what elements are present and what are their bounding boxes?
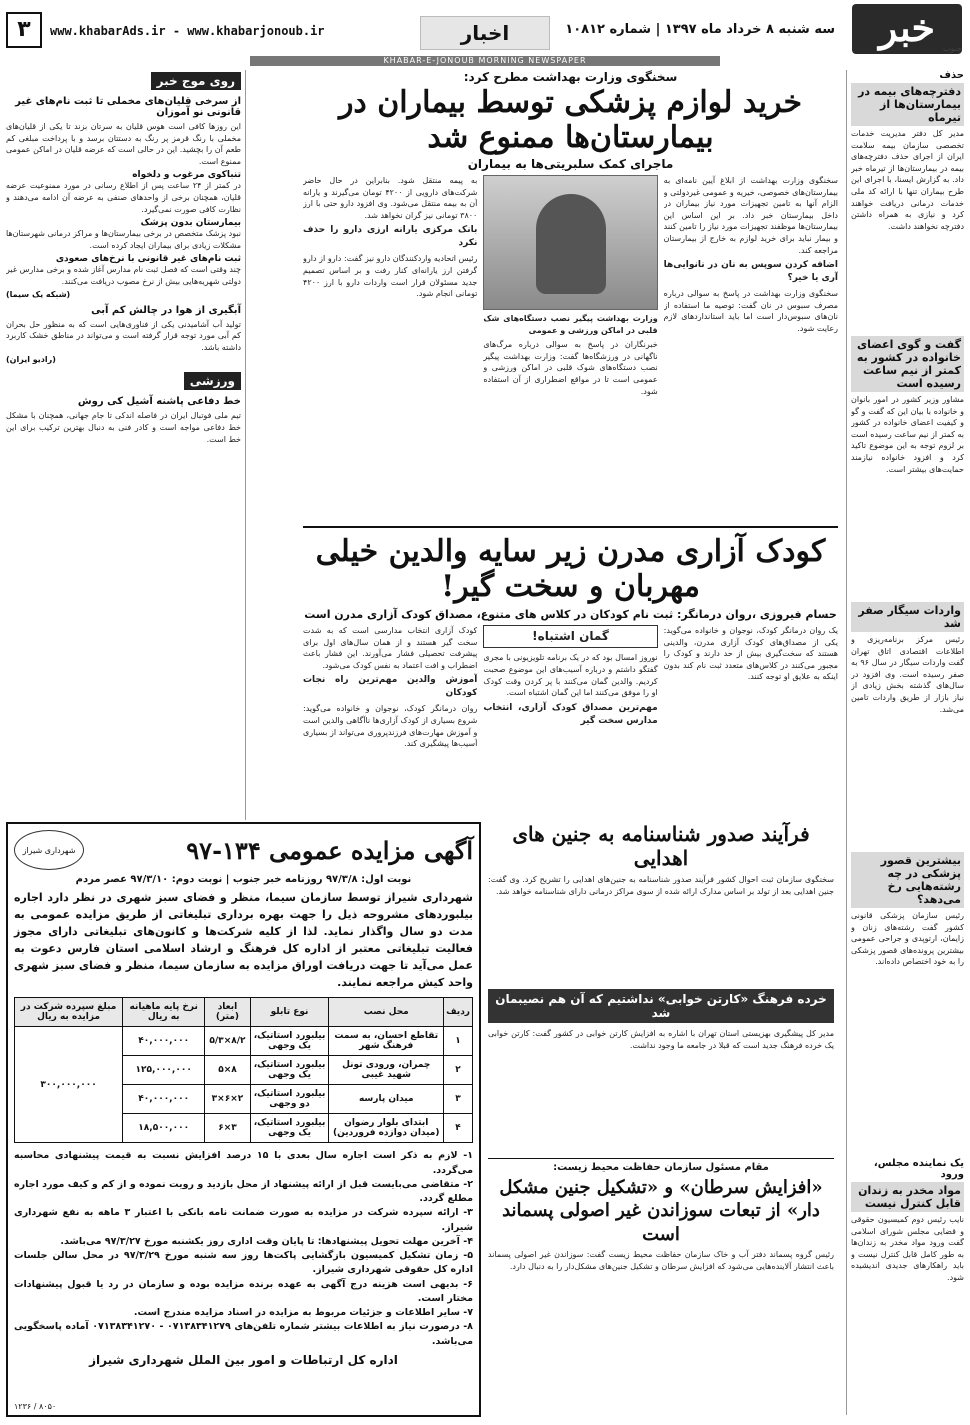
sidebar-story: [851, 852, 964, 1150]
column-header: ردیف: [444, 998, 473, 1027]
table-cell: بیلبورد استاتیک، یک وجهی: [250, 1056, 329, 1085]
divider: [303, 526, 838, 528]
table-cell: ۴۰,۰۰۰,۰۰۰: [123, 1085, 205, 1114]
story-kicker: یک نماینده مجلس، ورود: [873, 1158, 964, 1180]
story-paragraph: کودک آزاری انتخاب مدارسی است که به شدت سخت گیر هستند و از همان سال‌های اول برای پیشرفت تحصیلی فشار می‌آورند. این فشار باعث اضطراب و افت اعتماد به نفس کودک می‌شود.: [303, 626, 478, 670]
story-title: خط دفاعی پاشنه آشیل کی روش: [77, 396, 241, 408]
ad-intro: شهرداری شیراز توسط سازمان سیما، منظر و فضای سبز شهری در نظر دارد اجاره بیلبوردهای مشروحه ذیل را جهت بهره برداری تبلیغاتی از طریق مزایده عمومی به مدت دو سال واگذار نماید. لذا از کلیه شرکت‌ها و کانون‌های تبلیغاتی دارای مجوز فعالیت تبلیغاتی معتبر از اداره کل فرهنگ و ارشاد اسلامی استان فارس دعوت به عمل می‌آید تا جهت دریافت اوراق مزایده به سازمان سیما، منظر و فضای سبز شهری واحد کیش مراجعه نمایند.: [14, 891, 473, 990]
sidebar-story: [851, 336, 964, 594]
story-columns: [488, 1028, 834, 1158]
column-header: مبلغ سپرده شرکت در مزایده به ریال: [15, 998, 123, 1027]
bottom-stories: [488, 822, 834, 1417]
story-column: مدیر کل پیشگیری بهزیستی استان تهران با اشاره به افزایش کارتن خوابی در کشور گفت: کارتن خوابی یک خرده فرهنگ جدید است که قبلا در جامعه ما وجود نداشت.: [488, 1029, 834, 1050]
english-banner: KHABAR-E-JONOUB MORNING NEWSPAPER: [250, 56, 720, 66]
story-subheading: ثبت نام‌های غیر قانونی با نرخ‌های صعودی: [55, 254, 241, 265]
story-paragraph: روان درمانگر کودک، نوجوان و خانواده می‌گوید: شروع بسیاری از کودک آزاری‌ها ناآگاهی والدین است و آموزش مهارت‌های فرزندپروری می‌تواند از بسیاری آسیب‌ها پیشگیری کند.: [303, 704, 478, 749]
story-title: گفت و گوی اعضای خانواده در کشور به کمتر از نیم ساعت رسیده است: [851, 336, 964, 392]
table-cell: ۸/۲×۵/۳: [205, 1027, 250, 1056]
ad-title: آگهی مزایده عمومی ۱۳۴-۹۷: [186, 835, 473, 865]
condition-item: ۴- آخرین مهلت تحویل پیشنهادها: تا پایان وقت اداری روز یکشنبه مورخ ۹۷/۳/۲۷ می‌باشد.: [60, 1235, 473, 1247]
story-columns: [488, 1249, 834, 1389]
story1-kicker: سخنگوی وزارت بهداشت مطرح کرد:: [463, 70, 678, 84]
story2-byline: حسام فیروزی ،روان درمانگر: ثبت نام کودکان در کلاس های متنوع، مصداق کودک آزاری مدرن است: [304, 608, 837, 621]
story-paragraph: رئیس اتحادیه واردکنندگان دارو نیز گفت: دارو از دارو گرفتن ارز یارانه‌ای کنار رفت و بر اساس تصمیم جدید مسئولان قرار است واردات دارو با ارز ۴۲۰۰ تومانی انجام شود.: [303, 254, 478, 299]
boxed-title: گمان اشتباه!: [483, 625, 657, 648]
section-header: ورزشی: [184, 372, 241, 390]
ad-footer: اداره کل ارتباطات و امور بین الملل شهرداری شیراز: [89, 1352, 398, 1367]
table-cell: بیلبورد استاتیک، دو وجهی: [250, 1085, 329, 1114]
story-title: از سرخی قلیان‌های مخملی تا ثبت نام‌های غیر قانونی نو آموزان: [15, 96, 241, 118]
story-title: دفترچه‌های بیمه در بیمارستان‌ها از تیرماه: [851, 83, 964, 126]
table-cell: تقاطع احسان، به سمت فرهنگ شهر: [329, 1027, 444, 1056]
story-subheading: مهم‌ترین مصداق کودک آزاری، انتخاب مدارس سخت گیر: [483, 702, 658, 726]
condition-item: ۵- زمان تشکیل کمیسیون بازگشایی پاکت‌ها روز سه شنبه مورخ ۹۷/۳/۲۹ در محل سالن جلسات اداره کل حقوقی شهرداری شیراز.: [14, 1250, 473, 1276]
story-paragraph: در کمتر از ۲۴ ساعت پس از اطلاع رسانی در مورد ممنوعیت عرضه قلیان، همچنان برخی از واحدهای صنفی به عرضه آن ادامه می‌دهند و نظارت کافی صورت نمی‌گیرد.: [6, 181, 241, 214]
section-header: روی موج خبر: [151, 72, 241, 90]
source-credit: (رادیو ایران): [6, 355, 56, 365]
story-body: نایب رئیس دوم کمیسیون حقوقی و قضایی مجلس شورای اسلامی گفت ورود مواد مخدر به زندان‌ها به طور کامل قابل کنترل نیست و باید راهکارهای جدیدی اندیشیده شود.: [851, 1215, 964, 1282]
sidebar-story: [851, 70, 964, 328]
table-cell: چمران، ورودی تونل شهید غیبی: [329, 1056, 444, 1085]
ad-dates: نوبت اول: ۹۷/۳/۸ روزنامه خبر جنوب | نوبت دوم: ۹۷/۳/۱۰ عصر مردم: [75, 874, 412, 885]
story-title: واردات سیگار صفر شد: [851, 602, 964, 632]
sidebar-story: [851, 602, 964, 844]
ad-code: ۱۲۳۶ / ۸۰۵۰: [14, 1402, 57, 1411]
story-paragraph: چند وقتی است که فصل ثبت نام مدارس آغاز شده و برخی مدارس غیر دولتی شهریه‌هایی بیش از نرخ مصوب دریافت می‌کنند.: [6, 265, 241, 286]
story-body: رئیس مرکز برنامه‌ریزی و اطلاعات اقتصادی اتاق تهران گفت واردات سیگار در سال ۹۶ به صفر رسیده است. وی افزود در سال‌های گذشته بخش زیادی از نیاز بازار از طریق واردات تامین می‌شد.: [851, 635, 964, 714]
story-title: مواد مخدر به زندان قابل کنترل نیست: [851, 1182, 964, 1212]
table-cell: ۳×۶: [205, 1114, 250, 1143]
story-headline: «افزایش سرطان» و «تشکیل جنین مشکل دار» از تبعات سوزاندن غیر اصولی پسماند است: [499, 1177, 823, 1245]
table-cell: میدان پارسه: [329, 1085, 444, 1114]
table-cell: بیلبورد استاتیک، یک وجهی: [250, 1114, 329, 1143]
auction-advertisement: [6, 822, 481, 1417]
story-paragraph: نبود پزشک متخصص در برخی بیمارستان‌ها و مراکز درمانی شهرستان‌ها مشکلات زیادی برای بیماران ایجاد کرده است.: [6, 229, 241, 250]
person-silhouette-icon: [536, 194, 606, 294]
column-header: نرخ پایه ماهیانه به ریال: [123, 998, 205, 1027]
story-paragraph: خبرنگاران در پاسخ به سوالی درباره مرگ‌های ناگهانی در ورزشگاه‌ها گفت: وزارت بهداشت پیگیر نصب دستگاه‌های شوک قلبی در اماکن ورزشی و عمومی است تا در مواقع اضطراری از آن استفاده شود.: [483, 340, 658, 396]
masthead: [0, 0, 970, 65]
sidebar-story: [851, 1158, 964, 1364]
story1-column: [483, 175, 657, 520]
table-cell: بیلبورد استاتیک، یک وجهی: [250, 1027, 329, 1056]
column-header: ابعاد (متر): [205, 998, 250, 1027]
story-paragraph: به پیمه منتقل شود. بنابراین در حال حاضر شرکت‌های دارویی از ۴۲۰۰ تومان می‌گیرند و یارانه آن به بیمه منتقل می‌شود. وی افزود دارو حتی با ارز ۳۸۰۰ تومانی نیز گران نخواهد شد.: [303, 176, 478, 220]
page-number: ۳: [6, 12, 42, 48]
date-issue: سه شنبه ۸ خرداد ماه ۱۳۹۷ | شماره ۱۰۸۱۲: [565, 22, 835, 37]
story-subheading: آموزش والدین مهم‌ترین راه نجات کودکان: [303, 675, 478, 699]
story-body: مدیر کل دفتر مدیریت خدمات تخصصی سازمان بیمه سلامت ایران از اجرای حذف دفترچه‌های بیمه در بیمارستان‌ها از تیرماه خبر داد. به گزارش ایسنا، با اجرای این طرح بیماران تنها با ارائه کد ملی خدمات درمانی دریافت خواهند کرد و نیازی به همراه داشتن دفترچه نخواهند داشت.: [851, 129, 964, 231]
story-column: سخنگوی سازمان ثبت احوال کشور فرآیند صدور شناسنامه به جنین‌های اهدایی را تشریح کرد. وی گفت: جنین اهدایی بعد از تولد بر اساس مدارک ارائه شده از سوی مراکز درمانی دارای شناسنامه خواهد شد.: [488, 875, 834, 896]
table-cell: ۱۲۵,۰۰۰,۰۰۰: [123, 1056, 205, 1085]
story1-column: [664, 175, 838, 520]
logo-subtitle: جنوب: [942, 44, 962, 53]
table-cell: ابتدای بلوار رضوان (میدان دوازده فروردین): [329, 1114, 444, 1143]
column-header: محل نصب: [329, 998, 444, 1027]
story-subheading: بانک مرکزی یارانه ارزی دارو را حذف نکرد: [303, 225, 478, 249]
ad-table: [14, 997, 473, 1143]
table-cell: ۴۰,۰۰۰,۰۰۰: [123, 1027, 205, 1056]
right-sidebar: [846, 70, 964, 1415]
column-header: نوع تابلو: [250, 998, 329, 1027]
table-row: [15, 1027, 473, 1056]
story-body: مشاور وزیر کشور در امور بانوان و خانواده با بیان این که گفت و گو و کیفیت اعضای خانواده در کشور به کمتر از نیم ساعت رسیده است بر لزوم توجه به این موضوع تاکید کرد و افزود خانواده نیازمند حمایت‌های بیشتر است.: [851, 395, 964, 474]
story-headline: فرآیند صدور شناسنامه به جنین های اهدایی: [512, 822, 810, 870]
table-cell: ۲×۶×۳: [205, 1085, 250, 1114]
condition-item: ۲- متقاضی می‌بایست قبل از ارائه پیشنهاد از محل بازدید و رویت نموده و از کم و کیف مورد اجاره مطلع گردد.: [14, 1178, 473, 1205]
story-kicker: مقام مسئول سازمان حفاظت محیط زیست:: [488, 1158, 834, 1173]
story1-column: [303, 175, 477, 520]
story1-headline: خرید لوازم پزشکی توسط بیماران در بیمارستان‌ها ممنوع شد: [338, 85, 803, 155]
story-columns: [488, 874, 834, 984]
story-subheading: اضافه کردن سوپس به نان در نانوایی‌ها آری یا خیر؟: [663, 260, 838, 284]
photo-caption: وزارت بهداشت پیگیر نصب دستگاه‌های شک قلبی در اماکن ورزشی و عمومی: [483, 314, 658, 335]
story-title: آبگیری از هوا در چالش کم آبی: [91, 304, 241, 316]
story-body: رئیس سازمان پزشکی قانونی کشور گفت رشته‌های زنان و زایمان، ارتوپدی و جراحی عمومی بیشترین پرونده‌های قصور پزشکی را به خود اختصاص داده‌اند.: [851, 911, 964, 967]
municipality-emblem-icon: شهرداری شیراز: [14, 830, 84, 870]
story2-headline: کودک آزاری مدرن زیر سایه والدین خیلی مهربان و سخت گیر!: [315, 534, 826, 604]
ad-conditions: [14, 1149, 473, 1349]
story1-subhead: ماجرای کمک سلبریتی‌ها به بیماران: [467, 157, 674, 171]
story-paragraph: نوروز امسال بود که در یک برنامه تلویزیونی با مجری گفتگو داشتم و درباره آسیب‌های این موضوع صحبت کردیم. والدین گمان می‌کنند با پر کردن وقت کودک او را موفق می‌کنند اما این گمان اشتباه است.: [483, 653, 658, 698]
story-paragraph: تیم ملی فوتبال ایران در فاصله اندکی تا جام جهانی، همچنان با مشکل خط دفاعی مواجه است و کادر فنی به دنبال بهترین ترکیب برای این خط است.: [6, 411, 241, 444]
left-column: [6, 70, 246, 820]
story-subheading: تنباکوی مرغوب و دلخواه: [132, 170, 241, 181]
website-links[interactable]: www.khabarAds.ir - www.khabarjonoub.ir: [50, 24, 325, 38]
condition-item: ۸- درصورت نیاز به اطلاعات بیشتر شماره تلفن‌های ۰۷۱۳۸۳۴۱۲۷۹ - ۰۷۱۳۸۳۴۱۲۷۰ آماده پاسخگویی می‌باشد.: [14, 1321, 473, 1347]
table-header-row: [15, 998, 473, 1027]
news-photo: [483, 175, 657, 310]
deposit-cell: ۳۰۰,۰۰۰,۰۰۰: [15, 1027, 123, 1143]
table-cell: ۴: [444, 1114, 473, 1143]
table-cell: ۱: [444, 1027, 473, 1056]
table-cell: ۲: [444, 1056, 473, 1085]
section-label: اخبار: [420, 16, 550, 50]
source-credit: (شبکه یک سیما): [6, 289, 71, 299]
story-paragraph: تولید آب آشامیدنی یکی از فناوری‌هایی است که به منظور حل بحران کم آبی مورد توجه قرار گرفته است و می‌تواند در مناطق خشک کاربرد داشته باشد.: [6, 319, 241, 352]
story-band-headline: خرده فرهنگ «کارتن خوابی» نداشتیم که آن هم نصیبمان شد: [488, 989, 834, 1023]
story-kicker: حذف: [939, 70, 964, 81]
condition-item: ۶- بدیهی است هزینه درج آگهی به عهده برنده مزایده بوده و سازمان در رد یا قبول پیشنهادات مختار است.: [14, 1278, 473, 1304]
ad-header: [14, 830, 473, 870]
story-title: بیشترین قصور پزشکی در چه رشته‌هایی رخ می‌دهد؟: [851, 852, 964, 908]
story-paragraph: سخنگوی وزارت بهداشت از ابلاغ آیین نامه‌ای به بیمارستان‌های خصوصی، خیریه و عمومی غیردولتی و الزام آنها به تامین تجهیزات مورد نیاز بیماران در داخل بیمارستان خبر داد. بر این اساس این بیمارستان‌ها موظفند تجهیزات مورد نیاز را تامین کنند و بیمار نباید برای خرید لوازم به خارج از بیمارستان مراجعه کند.: [663, 176, 838, 255]
story-paragraph: یک روان درمانگر کودک، نوجوان و خانواده می‌گوید: یکی از مصداق‌های کودک آزاری مدرن، والدینی هستند که سخت‌گیری بیش از حد دارند و کودک را مجبور می‌کنند در کلاس‌های متعدد ثبت نام کند بدون اینکه به علایق او توجه کنند.: [663, 626, 838, 682]
story-column: رئیس گروه پسماند دفتر آب و خاک سازمان حفاظت محیط زیست گفت: سوزاندن غیر اصولی پسماند باعث انتشار آلاینده‌هایی می‌شود که افزایش سرطان و تشکیل جنین‌های مشکل‌دار را به دنبال دارد.: [488, 1250, 834, 1271]
story-paragraph: این روزها کافی است هوس قلیان به سرتان بزند تا یکی از قلیان‌های مخملی با رنگ قرمز پر رنگ به دستتان برسد و با پرداخت مبلغی کم طعم آن را بچشید. این در حالی است که عرضه قلیان در اماکن عمومی ممنوع است.: [6, 122, 241, 166]
table-cell: ۳: [444, 1085, 473, 1114]
newspaper-logo: خبر: [852, 4, 962, 54]
story1-columns: [303, 175, 838, 520]
condition-item: ۱- لازم به ذکر است اجاره سال بعدی با ۱۵ درصد افزایش نسبت به قیمت پیشنهادی محاسبه می‌گردد.: [14, 1150, 473, 1176]
condition-item: ۳- ارائه سپرده شرکت در مزایده به صورت ضمانت نامه بانکی با اعتبار ۳ ماهه به نفع شهرداری شیراز.: [14, 1207, 473, 1233]
story-subheading: بیمارستان بدون پزشک: [140, 218, 241, 229]
table-cell: ۱۸,۵۰۰,۰۰۰: [123, 1114, 205, 1143]
table-cell: ۸×۵: [205, 1056, 250, 1085]
condition-item: ۷- سایر اطلاعات و جزئیات مربوط به مزایده در اسناد مزایده مندرج است.: [133, 1307, 473, 1319]
story-paragraph: سخنگوی وزارت بهداشت در پاسخ به سوالی درباره مصرف سبوس در نان گفت: توصیه ما استفاده از نان‌های سبوس‌دار است اما باید استانداردهای لازم رعایت شود.: [663, 289, 838, 334]
